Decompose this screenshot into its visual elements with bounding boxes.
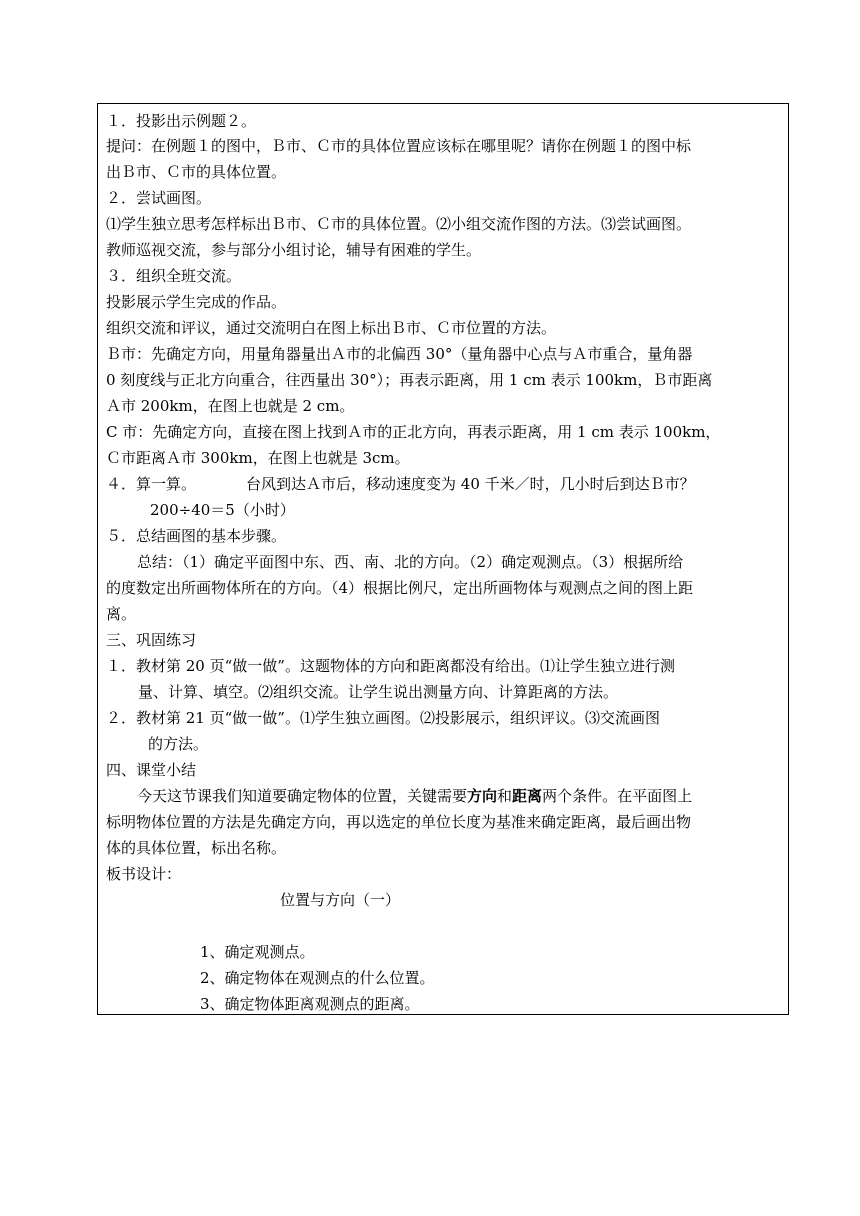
- text-line: 提问：在例题１的图中，Ｂ市、Ｃ市的具体位置应该标在哪里呢？请你在例题１的图中标: [106, 137, 692, 155]
- text-line: 投影展示学生完成的作品。: [106, 293, 287, 311]
- text-line: １．教材第 20 页“做一做”。这题物体的方向和距离都没有给出。⑴让学生独立进行测: [106, 657, 675, 675]
- text-line: 0 刻度线与正北方向重合，往西量出 30°）；再表示距离，用 1 cm 表示 100km，Ｂ市距离: [106, 371, 713, 389]
- text-line: 200÷40＝5（小时）: [150, 501, 295, 519]
- text-line: 教师巡视交流，参与部分小组讨论，辅导有困难的学生。: [106, 241, 482, 259]
- text-line: ３．组织全班交流。: [106, 267, 242, 285]
- text-line: Ａ市 200km，在图上也就是 2 cm。: [106, 397, 355, 415]
- text-line: ⑴学生独立思考怎样标出Ｂ市、Ｃ市的具体位置。⑵小组交流作图的方法。⑶尝试画图。: [106, 215, 692, 233]
- text-line: 板书设计：: [106, 865, 182, 883]
- summary-text: 今天这节课我们知道要确定物体的位置，关键需要: [137, 787, 468, 805]
- text-line: ４．算一算。: [106, 475, 197, 493]
- summary-line: [137, 786, 692, 806]
- text-line: ５．总结画图的基本步骤。: [106, 527, 287, 545]
- section-heading: 四、课堂小结: [106, 761, 197, 779]
- text-line: 总结：（1）确定平面图中东、西、南、北的方向。（2）确定观测点。（3）根据所给: [137, 553, 684, 571]
- text-line: Ｃ市距离Ａ市 300km，在图上也就是 3cm。: [106, 449, 410, 467]
- summary-bold-direction: 方向: [467, 787, 498, 805]
- text-line: 量、计算、填空。⑵组织交流。让学生说出测量方向、计算距离的方法。: [138, 683, 619, 701]
- text-line: ２．教材第 21 页“做一做”。⑴学生独立画图。⑵投影展示，组织评议。⑶交流画图: [106, 709, 660, 727]
- board-item: 2、确定物体在观测点的什么位置。: [200, 969, 435, 987]
- summary-bold-distance: 距离: [512, 787, 543, 805]
- text-line: 体的具体位置，标出名称。: [106, 839, 287, 857]
- board-item: 3、确定物体距离观测点的距离。: [200, 995, 420, 1013]
- text-line: 标明物体位置的方法是先确定方向，再以选定的单位长度为基准来确定距离，最后画出物: [106, 813, 692, 831]
- board-title: 位置与方向（一）: [280, 891, 401, 909]
- text-line: ２．尝试画图。: [106, 189, 212, 207]
- section-heading: 三、巩固练习: [106, 631, 197, 649]
- board-item: 1、确定观测点。: [200, 943, 315, 961]
- text-line: １．投影出示例题２。: [106, 112, 257, 130]
- summary-text: 和: [497, 787, 513, 805]
- text-line: C 市：先确定方向，直接在图上找到Ａ市的正北方向，再表示距离，用 1 cm 表示 100km，: [106, 423, 721, 441]
- text-line: 的度数定出所画物体所在的方向。（4）根据比例尺，定出所画物体与观测点之间的图上距: [106, 579, 694, 597]
- text-line: 的方法。: [148, 735, 209, 753]
- summary-text: 两个条件。在平面图上: [542, 787, 693, 805]
- text-line: 组织交流和评议，通过交流明白在图上标出Ｂ市、Ｃ市位置的方法。: [106, 319, 557, 337]
- text-line: Ｂ市：先确定方向，用量角器量出Ａ市的北偏西 30°（量角器中心点与Ａ市重合，量角器: [106, 345, 693, 363]
- text-line: 离。: [106, 605, 137, 623]
- text-line: 台风到达Ａ市后，移动速度变为 40 千米／时，几小时后到达Ｂ市？: [246, 475, 695, 493]
- text-line: 出Ｂ市、Ｃ市的具体位置。: [106, 163, 287, 181]
